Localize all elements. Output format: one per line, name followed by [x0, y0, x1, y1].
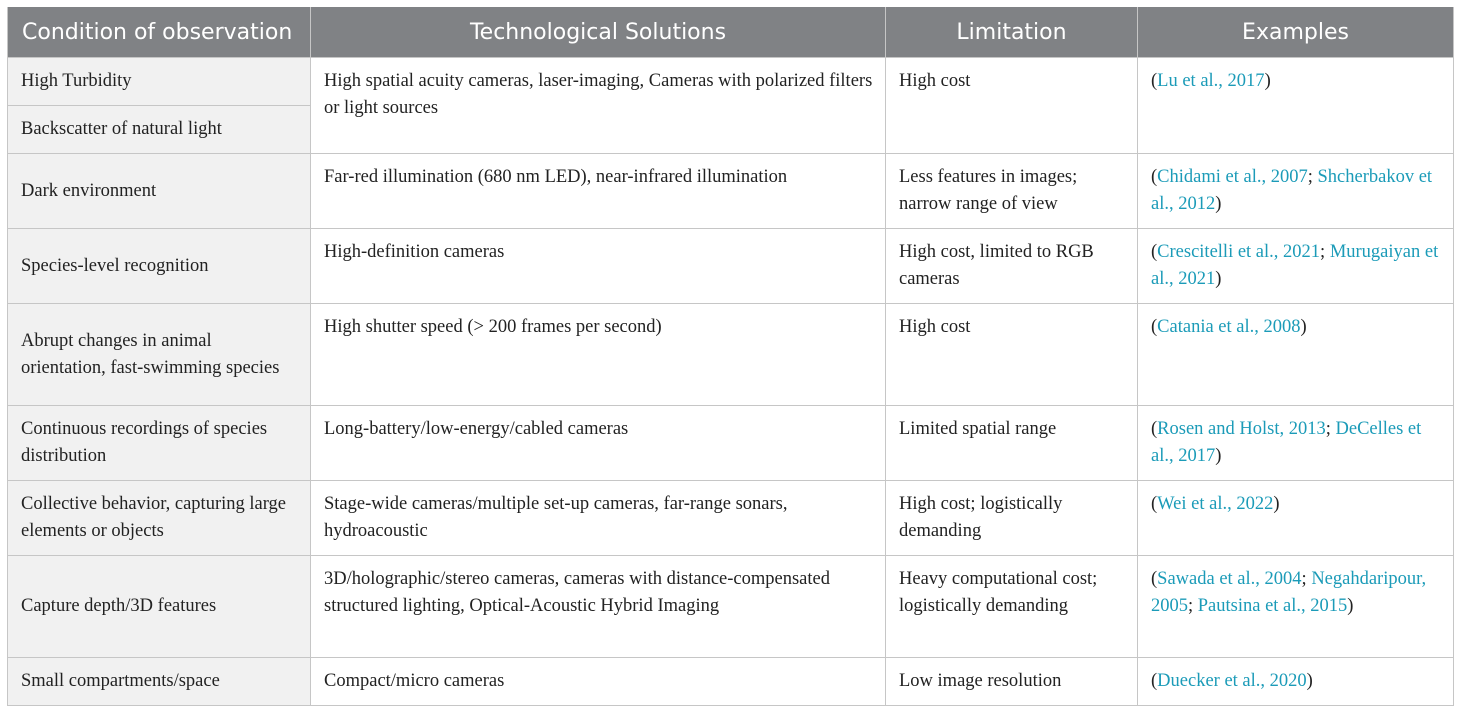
close-paren: )	[1273, 494, 1280, 514]
table-row	[8, 556, 1454, 658]
citation-link[interactable]: Duecker et al., 2020	[1157, 671, 1307, 691]
condition-cell: Continuous recordings of species distribution	[8, 406, 311, 481]
examples-cell	[1138, 406, 1454, 481]
condition-cell: Backscatter of natural light	[8, 106, 311, 154]
table-row	[8, 406, 1454, 481]
condition-cell: Capture depth/3D features	[8, 556, 311, 658]
examples-cell	[1138, 556, 1454, 658]
citation-link[interactable]: Chidami et al., 2007	[1157, 167, 1308, 187]
solutions-cell: Long-battery/low-energy/cabled cameras	[311, 406, 886, 481]
open-paren: (	[1151, 671, 1158, 691]
citation-link[interactable]: Murugaiyan et al., 2021	[1151, 242, 1439, 289]
solutions-cell: 3D/holographic/stereo cameras, cameras with distance-compensated structured lighting, Optical-Acoustic Hybrid Imaging	[311, 556, 886, 658]
limitation-cell: Heavy computational cost; logistically demanding	[886, 556, 1138, 658]
open-paren: (	[1151, 242, 1158, 262]
citation-link[interactable]: Pautsina et al., 2015	[1197, 596, 1348, 616]
solutions-cell: High-definition cameras	[311, 229, 886, 304]
citation-separator: ;	[1320, 242, 1330, 262]
open-paren: (	[1151, 71, 1158, 91]
examples-cell	[1138, 304, 1454, 406]
citation-link[interactable]: Shcherbakov et al., 2012	[1151, 167, 1433, 214]
citation-separator: ;	[1307, 167, 1318, 187]
citation-link[interactable]: Wei et al., 2022	[1157, 494, 1274, 514]
header-condition: Condition of observation	[8, 7, 311, 58]
limitation-cell: Low image resolution	[886, 658, 1138, 706]
table-row	[8, 58, 1454, 106]
open-paren: (	[1151, 569, 1158, 589]
condition-cell: High Turbidity	[8, 58, 311, 106]
solutions-cell: High spatial acuity cameras, laser-imaging, Cameras with polarized filters or light sources	[311, 58, 886, 154]
open-paren: (	[1151, 317, 1158, 337]
examples-cell	[1138, 58, 1454, 154]
solutions-cell: High shutter speed (> 200 frames per second)	[311, 304, 886, 406]
header-examples: Examples	[1138, 7, 1454, 58]
limitation-cell: High cost	[886, 304, 1138, 406]
citation-link[interactable]: DeCelles et al., 2017	[1151, 419, 1422, 466]
close-paren: )	[1300, 317, 1307, 337]
citation-link[interactable]: Rosen and Holst, 2013	[1157, 419, 1326, 439]
table-row	[8, 481, 1454, 556]
close-paren: )	[1264, 71, 1271, 91]
close-paren: )	[1215, 269, 1222, 289]
solutions-cell: Compact/micro cameras	[311, 658, 886, 706]
table-row	[8, 304, 1454, 406]
solutions-cell: Stage-wide cameras/multiple set-up cameras, far-range sonars, hydroacoustic	[311, 481, 886, 556]
condition-cell: Species-level recognition	[8, 229, 311, 304]
header-limitation: Limitation	[886, 7, 1138, 58]
header-row	[8, 7, 1454, 58]
close-paren: )	[1215, 194, 1222, 214]
limitation-cell: Less features in images; narrow range of view	[886, 154, 1138, 229]
limitation-cell: Limited spatial range	[886, 406, 1138, 481]
open-paren: (	[1151, 494, 1158, 514]
close-paren: )	[1215, 446, 1222, 466]
examples-cell	[1138, 154, 1454, 229]
citation-link[interactable]: Lu et al., 2017	[1157, 71, 1265, 91]
condition-cell: Abrupt changes in animal orientation, fast-swimming species	[8, 304, 311, 406]
table-row	[8, 658, 1454, 706]
citation-separator: ;	[1325, 419, 1336, 439]
close-paren: )	[1347, 596, 1354, 616]
citation-link[interactable]: Crescitelli et al., 2021	[1157, 242, 1321, 262]
limitation-cell: High cost, limited to RGB cameras	[886, 229, 1138, 304]
citation-separator: ;	[1301, 569, 1312, 589]
citation-link[interactable]: Sawada et al., 2004	[1157, 569, 1302, 589]
table-row	[8, 154, 1454, 229]
condition-cell: Dark environment	[8, 154, 311, 229]
examples-cell	[1138, 481, 1454, 556]
examples-cell	[1138, 658, 1454, 706]
solutions-cell: Far-red illumination (680 nm LED), near-infrared illumination	[311, 154, 886, 229]
comparison-table	[7, 7, 1454, 706]
table-row	[8, 229, 1454, 304]
citation-separator: ;	[1188, 596, 1198, 616]
close-paren: )	[1306, 671, 1313, 691]
examples-cell	[1138, 229, 1454, 304]
condition-cell: Small compartments/space	[8, 658, 311, 706]
limitation-cell: High cost; logistically demanding	[886, 481, 1138, 556]
open-paren: (	[1151, 167, 1158, 187]
limitation-cell: High cost	[886, 58, 1138, 154]
header-solutions: Technological Solutions	[311, 7, 886, 58]
citation-link[interactable]: Negahdaripour, 2005	[1151, 569, 1427, 616]
open-paren: (	[1151, 419, 1158, 439]
citation-link[interactable]: Catania et al., 2008	[1157, 317, 1301, 337]
condition-cell: Collective behavior, capturing large elements or objects	[8, 481, 311, 556]
